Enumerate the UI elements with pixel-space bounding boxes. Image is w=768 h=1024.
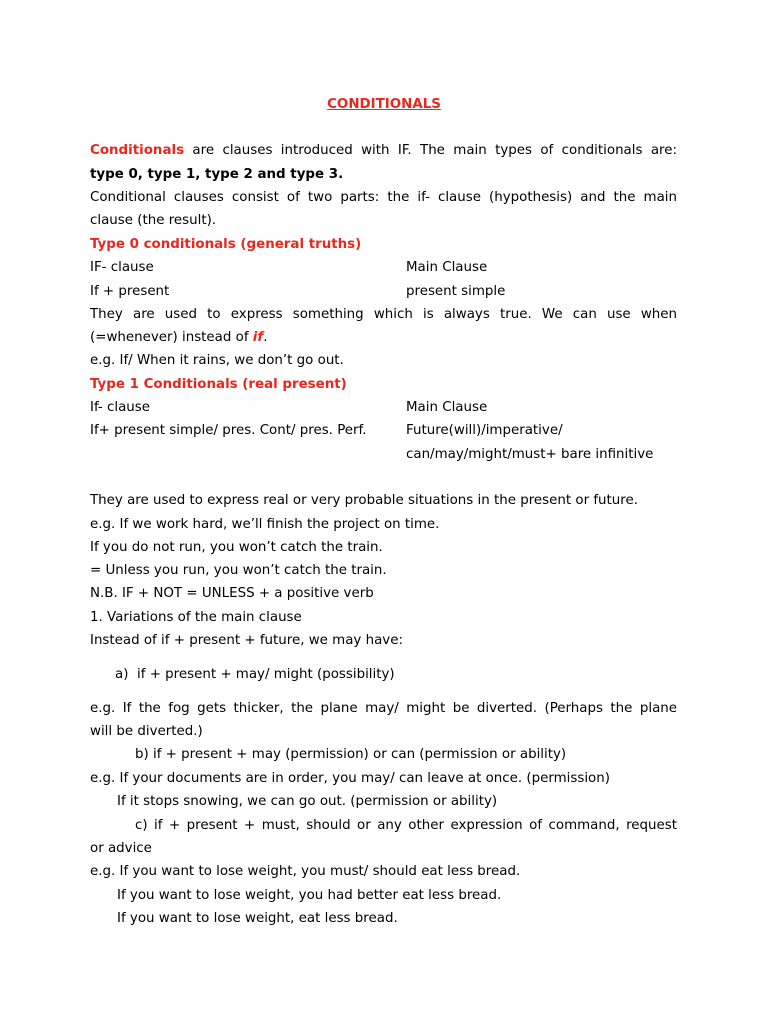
type0-if-clause-header: IF- clause — [90, 260, 154, 275]
types-line: type 0, type 1, type 2 and type 3. — [90, 167, 344, 182]
type1-nb: N.B. IF + NOT = UNLESS + a positive verb — [90, 586, 374, 601]
variations-intro: Instead of if + present + future, we may have: — [90, 633, 403, 648]
type0-main-clause-header: Main Clause — [406, 260, 488, 275]
variation-c-line-1: c) if + present + must, should or any other expression of command, request — [135, 818, 677, 833]
variation-c-example-2: If you want to lose weight, you had better eat less bread. — [117, 888, 502, 903]
type0-usage-line-1: They are used to express something which is always true. We can use when — [90, 307, 677, 322]
parts-line-1: Conditional clauses consist of two parts: the if- clause (hypothesis) and the main — [90, 190, 677, 205]
type0-usage-line-2 — [90, 328, 677, 347]
variation-b-example-2: If it stops snowing, we can go out. (permission or ability) — [117, 794, 498, 809]
type1-if-clause-header: If- clause — [90, 400, 151, 415]
type1-usage: They are used to express real or very probable situations in the present or future. — [90, 493, 638, 508]
type1-example-3: = Unless you run, you won’t catch the train. — [90, 563, 387, 578]
type1-if-form: If+ present simple/ pres. Cont/ pres. Perf. — [90, 423, 367, 438]
type1-main-form-2: can/may/might/must+ bare infinitive — [406, 447, 654, 462]
variation-a-label: a) — [115, 667, 129, 682]
type0-main-form: present simple — [406, 284, 506, 299]
type1-main-form-1: Future(will)/imperative/ — [406, 423, 563, 438]
variation-a-example-line-2: will be diverted.) — [90, 724, 203, 739]
page-title: CONDITIONALS — [327, 97, 441, 112]
intro-line — [90, 141, 677, 160]
type0-forms — [90, 282, 677, 301]
variation-c-example-1: e.g. If you want to lose weight, you must/ should eat less bread. — [90, 864, 521, 879]
variation-a — [115, 665, 675, 684]
variation-c-line-2: or advice — [90, 841, 152, 856]
variation-c-example-3: If you want to lose weight, eat less bread. — [117, 911, 398, 926]
variation-b: b) if + present + may (permission) or can (permission or ability) — [135, 747, 567, 762]
type1-col-headers — [90, 398, 677, 417]
type0-usage-pre: (=whenever) instead of — [90, 330, 253, 345]
if-word: if — [252, 330, 264, 345]
variation-a-text: if + present + may/ might (possibility) — [137, 667, 395, 682]
type1-main-clause-header: Main Clause — [406, 400, 488, 415]
type1-example-1: e.g. If we work hard, we’ll finish the project on time. — [90, 517, 440, 532]
conditionals-term: Conditionals — [90, 143, 185, 158]
type1-example-2: If you do not run, you won’t catch the train. — [90, 540, 383, 555]
type1-forms-cont — [90, 445, 677, 464]
type1-forms — [90, 421, 677, 440]
parts-line-2: clause (the result). — [90, 213, 217, 228]
type0-usage-post: . — [263, 330, 268, 345]
variations-heading: 1. Variations of the main clause — [90, 610, 302, 625]
variation-b-example-1: e.g. If your documents are in order, you may/ can leave at once. (permission) — [90, 771, 610, 786]
type0-if-form: If + present — [90, 284, 170, 299]
type0-heading: Type 0 conditionals (general truths) — [90, 237, 362, 252]
intro-text: are clauses introduced with IF. The main types of conditionals are: — [184, 143, 677, 158]
type0-example: e.g. If/ When it rains, we don’t go out. — [90, 353, 344, 368]
type0-col-headers — [90, 258, 677, 277]
type1-heading: Type 1 Conditionals (real present) — [90, 377, 347, 392]
variation-a-example-line-1: e.g. If the fog gets thicker, the plane may/ might be diverted. (Perhaps the plane — [90, 701, 677, 716]
